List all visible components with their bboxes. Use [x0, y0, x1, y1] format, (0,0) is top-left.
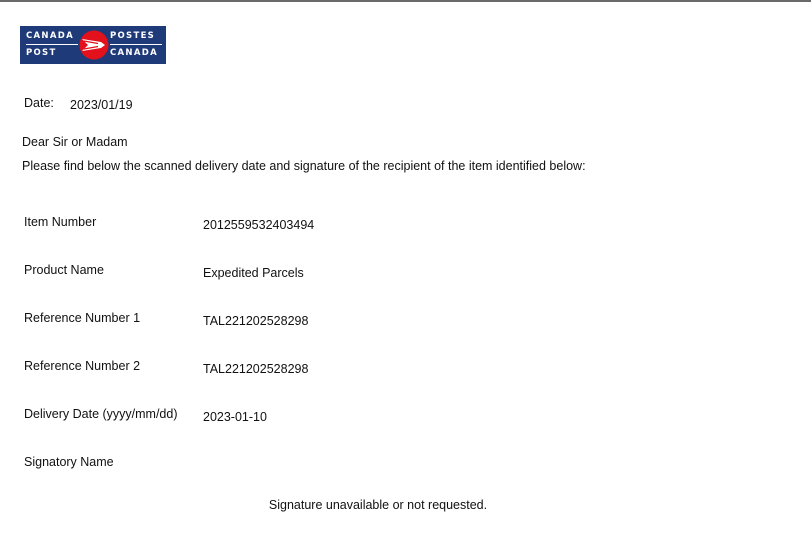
canada-post-logo: [20, 26, 166, 64]
logo-text-postes: POSTES: [110, 31, 156, 41]
date-label: Date:: [24, 96, 54, 110]
logo-divider-left: [26, 44, 78, 45]
top-border: [0, 0, 811, 2]
signatory-name-label: Signatory Name: [24, 455, 114, 469]
reference-number-1-value: TAL221202528298: [203, 314, 309, 328]
salutation: Dear Sir or Madam: [22, 135, 128, 149]
canada-post-eagle-icon: [78, 28, 110, 62]
signature-note: Signature unavailable or not requested.: [268, 498, 488, 512]
logo-text-canada-fr: CANADA: [110, 48, 158, 58]
logo-divider-right: [110, 44, 162, 45]
reference-number-2-label: Reference Number 2: [24, 359, 141, 373]
logo-text-post: POST: [26, 48, 57, 58]
reference-number-2-value: TAL221202528298: [203, 362, 309, 376]
product-name-value: Expedited Parcels: [203, 266, 304, 280]
reference-number-1-label: Reference Number 1: [24, 311, 141, 325]
item-number-label: Item Number: [24, 215, 97, 229]
product-name-label: Product Name: [24, 263, 104, 277]
logo-text-canada-en: CANADA: [26, 31, 74, 41]
date-value: 2023/01/19: [70, 98, 133, 112]
item-number-value: 2012559532403494: [203, 218, 315, 232]
intro-text: Please find below the scanned delivery date and signature of the recipient of the item identified below:: [22, 159, 586, 173]
delivery-date-value: 2023-01-10: [203, 410, 267, 424]
delivery-date-label: Delivery Date (yyyy/mm/dd): [24, 407, 178, 421]
